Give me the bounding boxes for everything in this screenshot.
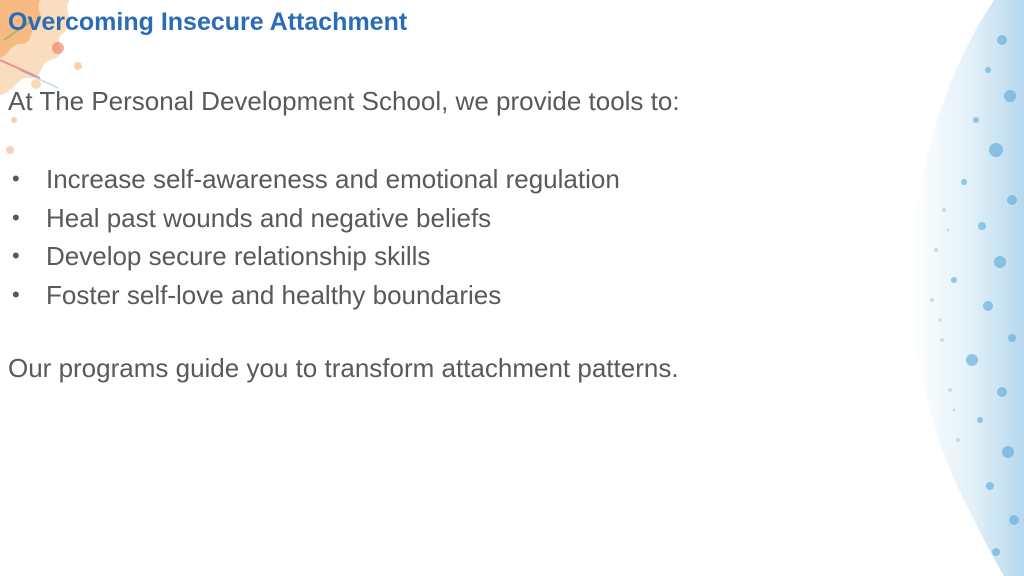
list-item-text: Increase self-awareness and emotional regulation [46,164,620,194]
list-item [8,200,620,239]
bullet-icon: • [12,166,20,191]
bullet-icon: • [12,204,20,230]
list-item [8,277,620,316]
slide-title: Overcoming Insecure Attachment [8,8,408,36]
list-item-text: Foster self-love and healthy boundaries [46,280,502,311]
bullet-icon: • [12,282,20,308]
intro-text: At The Personal Development School, we provide tools to: [8,86,680,116]
list-item [8,238,620,277]
watercolor-edge-decoration [884,0,1024,576]
closing-text: Our programs guide you to transform attachment patterns. [8,353,679,383]
bullet-icon: • [12,243,20,269]
list-item-text: Develop secure relationship skills [46,241,431,272]
list-item [8,161,620,200]
bullet-list [8,161,620,316]
list-item-text: Heal past wounds and negative beliefs [46,202,492,233]
